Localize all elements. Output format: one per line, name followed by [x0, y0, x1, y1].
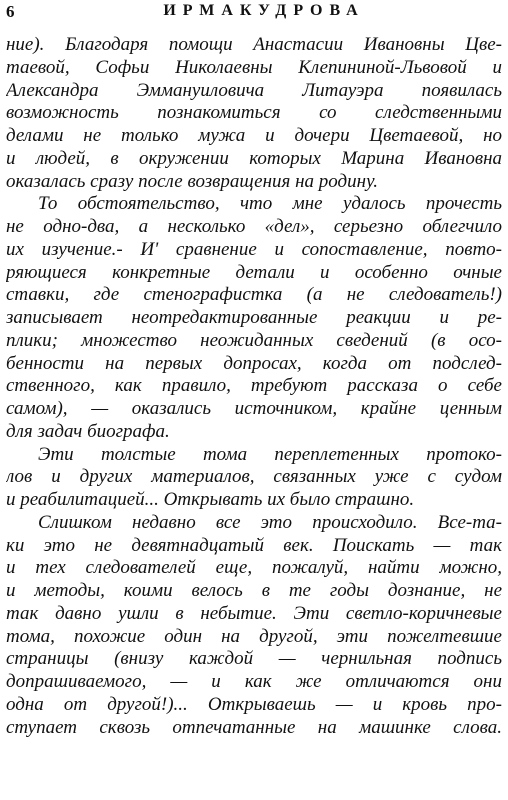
text-line: самом), — оказались источником, крайне ценным — [6, 398, 502, 419]
text-line: ставки, где стенографистка (а не следователь!) — [6, 284, 502, 306]
text-line: тома, похожие один на другой, эти пожелтевшие — [6, 625, 502, 647]
text-line: их изучение.- И' сравнение и сопоставление, повто- — [6, 238, 502, 260]
text-line: таевой, Софьи Николаевны Клепининой-Львовой и — [6, 56, 502, 78]
text-line: возможность познакомиться со следственными — [6, 102, 502, 124]
text-line: для задач биографа. — [6, 420, 170, 442]
text-line: плики; множество неожиданных сведений (в осо- — [6, 329, 502, 351]
text-line: и людей, в окружении которых Марина Ивановна — [6, 147, 502, 169]
text-line: Слишком недавно все это происходило. Все-та- — [38, 511, 502, 533]
text-line: записывает неотредактированные реакции и ре- — [6, 307, 502, 328]
text-line: бенности на первых допросах, когда от подслед- — [6, 352, 502, 374]
text-line: страницы (внизу каждой — чернильная подпись — [6, 648, 502, 670]
running-title: ИРМАКУДРОВА — [163, 2, 365, 19]
text-line: оказалась сразу после возвращения на родину. — [6, 170, 379, 192]
text-line: Александра Эммануиловича Литауэра появилась — [6, 79, 502, 101]
text-line: и тех следователей еще, пожалуй, найти можно, — [6, 557, 502, 579]
text-line: ряющиеся конкретные детали и особенно очные — [6, 261, 502, 283]
text-line: и методы, коими велось в те годы дознание, не — [6, 580, 502, 601]
text-line: делами не только мужа и дочери Цветаевой, но — [6, 125, 502, 146]
text-line: Эти толстые тома переплетенных протоко- — [38, 443, 502, 465]
text-line: ственного, как правило, требуют рассказа о себе — [6, 375, 502, 397]
text-line: ступает сквозь отпечатанные на машинке слова. — [6, 716, 502, 738]
text-line: одна от другой!)... Открываешь — и кровь про- — [6, 693, 502, 715]
text-line: и реабилитацией... Открывать их было страшно. — [6, 489, 415, 510]
body-text — [6, 34, 502, 739]
running-header — [0, 0, 508, 22]
text-line: не одно-два, а несколько «дел», серьезно облегчило — [6, 216, 502, 237]
text-line: ние). Благодаря помощи Анастасии Ивановны Цве- — [6, 34, 502, 55]
text-line: допрашиваемого, — и как же отличаются они — [6, 671, 502, 692]
text-line: То обстоятельство, что мне удалось прочесть — [38, 193, 502, 215]
text-line: лов и других материалов, связанных уже с судом — [6, 466, 502, 488]
text-line: ки это не девятнадцатый век. Поискать — так — [6, 534, 502, 556]
page-number: 6 — [6, 2, 15, 21]
text-line: так давно ушли в небытие. Эти светло-коричневые — [6, 602, 502, 624]
